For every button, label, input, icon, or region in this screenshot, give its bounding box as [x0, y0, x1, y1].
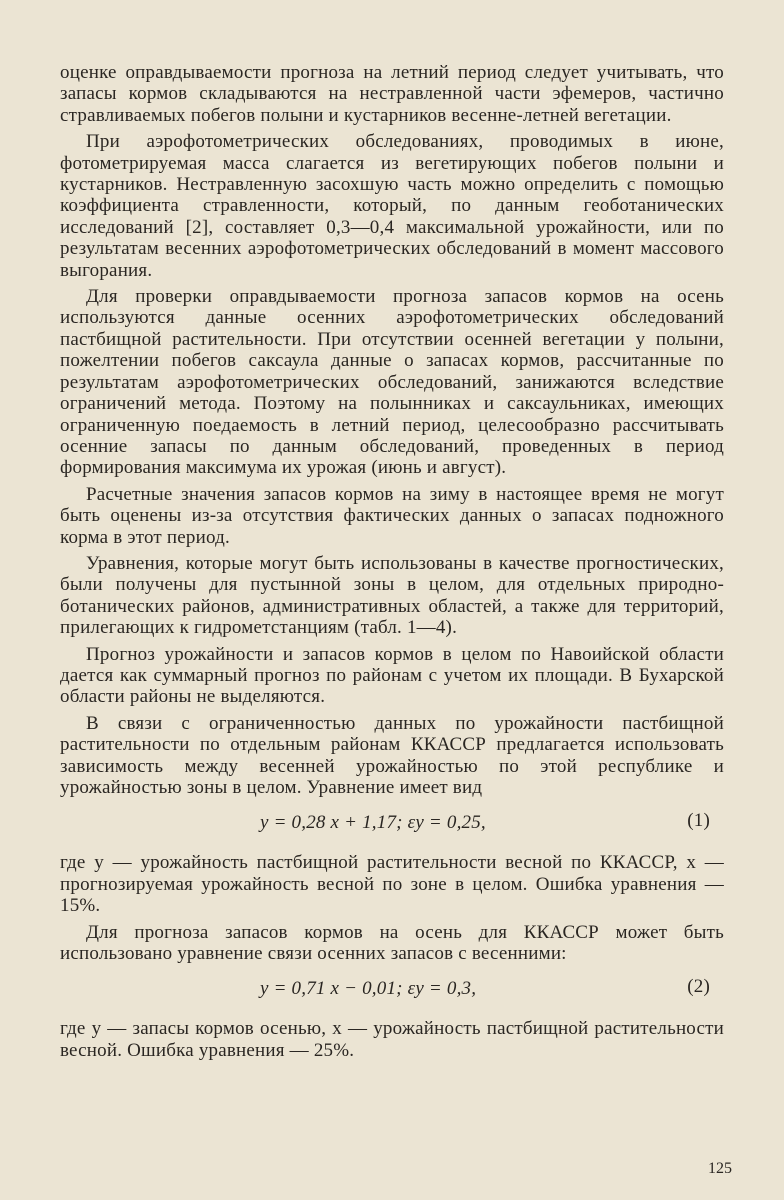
- paragraph-4: Расчетные значения запасов кормов на зиму в настоящее время не могут быть оценены из-за отсутствия фактических данных о запасах подножного корма в этот период.: [60, 483, 724, 548]
- paragraph-3: Для проверки оправдываемости прогноза запасов кормов на осень используются данные осенних аэрофотометрических обследований пастбищной растительности. При отсутствии осенней вегетации у полыни, пожелтении побегов саксаула данные о запасах кормов, рассчитанные по результатам аэрофотометрических обследований, занижаются вследствие ограничений метода. Поэтому на полынниках и саксаульниках, имеющих ограниченную поедаемость в летний период, целесообразно рассчитывать осенние запасы по данным обследований, проведенных в период формирования максимума их урожая (июнь и август).: [60, 286, 724, 479]
- paragraph-6: Прогноз урожайности и запасов кормов в целом по Навоийской области дается как суммарный прогноз по районам с учетом их площади. В Бухарской области районы не выделяются.: [60, 643, 724, 708]
- paragraph-after-equation-2: где y — запасы кормов осенью, x — урожайность пастбищной растительности весной. Ошибка уравнения — 25%.: [60, 1018, 724, 1061]
- paragraph-after-equation-1: где y — урожайность пастбищной растительности весной по ККАССР, x — прогнозируемая урожайность весной по зоне в целом. Ошибка уравнения — 15%.: [60, 852, 724, 917]
- body-text: [60, 62, 724, 1061]
- paragraph-7: В связи с ограниченностью данных по урожайности пастбищной растительности по отдельным районам ККАССР предлагается использовать зависимость между весенней урожайностью по этой республике и урожайностью зоны в целом. Уравнение имеет вид: [60, 712, 724, 798]
- paragraph-5: Уравнения, которые могут быть использованы в качестве прогностических, были получены для пустынной зоны в целом, для отдельных природно-ботанических районов, административных областей, а также для территорий, прилегающих к гидрометстанциям (табл. 1—4).: [60, 552, 724, 639]
- equation-1-number: (1): [687, 810, 710, 832]
- equation-2-formula: y = 0,71 x − 0,01; εy = 0,3,: [260, 978, 477, 1000]
- paragraph-1: оценке оправдываемости прогноза на летний период следует учитывать, что запасы кормов складываются на нестравленной части эфемеров, частично стравливаемых побегов полыни и кустарников весенне-летней вегетации.: [60, 62, 724, 126]
- equation-2-number: (2): [687, 976, 710, 998]
- equation-1-formula: y = 0,28 x + 1,17; εy = 0,25,: [260, 812, 486, 834]
- paragraph-2: При аэрофотометрических обследованиях, проводимых в июне, фотометрируемая масса слагается из вегетирующих побегов полыни и кустарников. Нестравленную засохшую часть можно определить с помощью коэффициента стравленности, который, по данным геоботанических исследований [2], составляет 0,3—0,4 максимальной урожайности, или по результатам весенних аэрофотометрических обследований в момент массового выгорания.: [60, 131, 724, 281]
- paragraph-before-equation-2: Для прогноза запасов кормов на осень для ККАССР может быть использовано уравнение связи осенних запасов с весенними:: [60, 921, 724, 965]
- page-number: 125: [708, 1160, 732, 1177]
- equation-1: [60, 804, 724, 844]
- equation-2: [60, 970, 724, 1010]
